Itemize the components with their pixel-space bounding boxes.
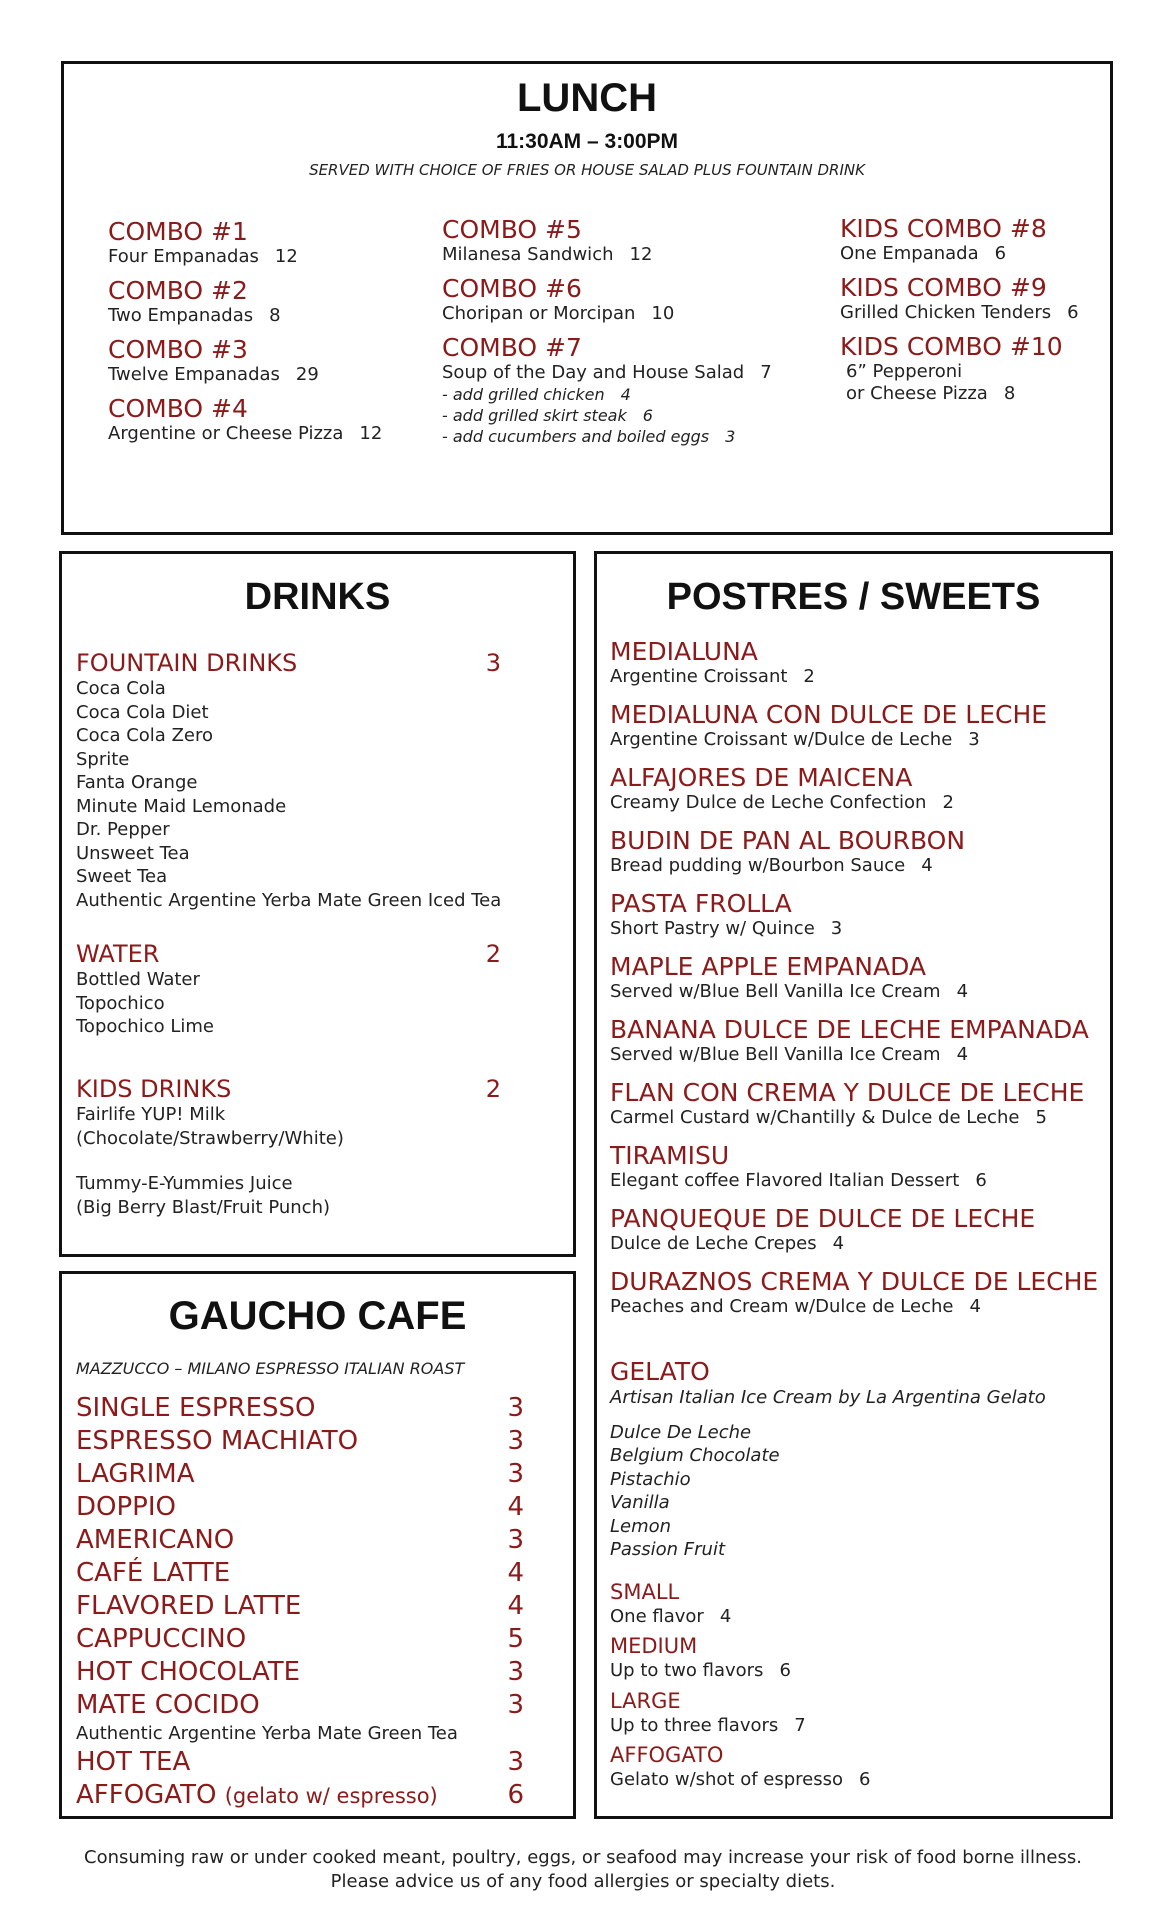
sweets-title: POSTRES / SWEETS <box>666 576 1041 618</box>
cafe-item: HOT TEA 3 <box>76 1747 524 1777</box>
water-label: WATER <box>76 940 160 968</box>
footer-line-1: Consuming raw or under cooked meant, poultry, eggs, or seafood may increase your risk of food borne illness. <box>84 1847 1082 1868</box>
fountain-drinks-label: FOUNTAIN DRINKS <box>76 649 298 677</box>
drink-item: Topochico <box>76 992 165 1014</box>
cafe-subtitle: MAZZUCCO – MILANO ESPRESSO ITALIAN ROAST <box>76 1359 465 1378</box>
combo-name: COMBO #3 <box>108 335 248 364</box>
combo-desc: Choripan or Morcipan <box>442 303 636 324</box>
sweets-list <box>610 637 1098 1330</box>
sweet-item: TIRAMISU Elegant coffee Flavored Italian Dessert 6 <box>610 1141 987 1191</box>
drink-item: Minute Maid Lemonade <box>76 795 287 817</box>
combo-desc: Argentine or Cheese Pizza <box>108 423 344 444</box>
combo-name: KIDS COMBO #9 <box>840 273 1047 302</box>
combo-desc: 6” Pepperoni <box>846 361 963 382</box>
sweet-item: DURAZNOS CREMA Y DULCE DE LECHE Peaches and Cream w/Dulce de Leche 4 <box>610 1267 1099 1317</box>
lunch-hours: 11:30AM – 3:00PM <box>495 130 679 153</box>
combo-name: KIDS COMBO #10 <box>840 332 1063 361</box>
gelato-size: LARGE Up to three flavors 7 <box>610 1688 806 1736</box>
drink-item: Dr. Pepper <box>76 819 170 840</box>
gelato-flavor: Vanilla <box>610 1492 670 1513</box>
drink-item: Sprite <box>76 748 130 770</box>
combo-price: 7 <box>760 362 772 383</box>
gelato-flavors <box>610 1421 1046 1562</box>
drink-item: Sweet Tea <box>76 866 168 887</box>
drink-item: Authentic Argentine Yerba Mate Green Iced Tea <box>76 889 502 911</box>
cafe-item: HOT CHOCOLATE 3 <box>76 1657 524 1687</box>
sweet-item: MEDIALUNA CON DULCE DE LECHE Argentine Croissant w/Dulce de Leche 3 <box>610 700 1048 750</box>
lunch-note: SERVED WITH CHOICE OF FRIES OR HOUSE SALAD PLUS FOUNTAIN DRINK <box>309 161 865 179</box>
sweet-item: BUDIN DE PAN AL BOURBON Bread pudding w/Bourbon Sauce 4 <box>610 826 966 876</box>
drink-item: Fairlife YUP! Milk <box>76 1104 226 1125</box>
sweets-section <box>594 551 1113 1819</box>
cafe-item: CAFÉ LATTE 4 <box>76 1558 524 1588</box>
combo-desc: Milanesa Sandwich <box>442 244 614 265</box>
combo-desc: Twelve Empanadas <box>108 364 280 385</box>
gelato-flavor: Passion Fruit <box>610 1539 726 1560</box>
water-price: 2 <box>485 940 501 968</box>
gelato-subtitle: Artisan Italian Ice Cream by La Argentina Gelato <box>610 1387 1046 1408</box>
gelato-size: MEDIUM Up to two flavors 6 <box>610 1634 791 1681</box>
gelato-size: AFFOGATO Gelato w/shot of espresso 6 <box>610 1743 871 1790</box>
sweet-item: BANANA DULCE DE LECHE EMPANADA Served w/Blue Bell Vanilla Ice Cream 4 <box>610 1015 1089 1065</box>
cafe-item: CAPPUCCINO 5 <box>76 1624 524 1654</box>
combo-name: COMBO #6 <box>442 274 582 303</box>
combo-name: COMBO #7 <box>442 333 582 362</box>
cafe-item: ESPRESSO MACHIATO 3 <box>76 1426 524 1456</box>
combo-price: 6 <box>994 243 1007 264</box>
combo-name: KIDS COMBO #8 <box>840 214 1047 243</box>
addon-desc: - add grilled chicken <box>442 385 605 404</box>
gelato-flavor: Belgium Chocolate <box>610 1445 780 1466</box>
kids-combo-10 <box>840 333 1079 405</box>
drink-item: Bottled Water <box>76 969 200 990</box>
cafe-item: MATE COCIDO 3 <box>76 1690 524 1720</box>
drink-item: Tummy-E-Yummies Juice <box>76 1173 293 1194</box>
cafe-item: AMERICANO 3 <box>76 1525 524 1555</box>
combo-3 <box>108 336 382 386</box>
combo-name: COMBO #5 <box>442 215 582 244</box>
drink-item: Topochico Lime <box>76 1016 214 1037</box>
addon-desc: - add grilled skirt steak <box>442 406 627 425</box>
water-group <box>76 940 501 1039</box>
fountain-drinks-price: 3 <box>485 649 501 677</box>
combo-4 <box>108 395 382 445</box>
gelato-title: GELATO <box>610 1357 710 1386</box>
drinks-section <box>59 551 576 1257</box>
combo-5 <box>442 216 772 266</box>
combo-desc: Grilled Chicken Tenders <box>840 302 1052 323</box>
sweet-item: PASTA FROLLA Short Pastry w/ Quince 3 <box>610 889 843 939</box>
sweet-item: ALFAJORES DE MAICENA Creamy Dulce de Leche Confection 2 <box>610 763 954 813</box>
combo-name: COMBO #1 <box>108 217 248 246</box>
cafe-list <box>76 1392 524 1813</box>
gelato-flavor: Lemon <box>610 1515 672 1537</box>
gelato-flavor: Dulce De Leche <box>610 1421 752 1443</box>
addon-price: 6 <box>642 406 653 425</box>
lunch-section <box>61 61 1113 535</box>
cafe-item: AFFOGATO (gelato w/ espresso) 6 <box>76 1780 524 1810</box>
addon-price: 3 <box>725 427 736 446</box>
drink-item: (Big Berry Blast/Fruit Punch) <box>76 1196 330 1218</box>
drink-item: (Chocolate/Strawberry/White) <box>76 1127 344 1149</box>
drink-item: Coca Cola <box>76 678 166 699</box>
lunch-col-3 <box>840 215 1079 405</box>
combo-price: 10 <box>651 303 675 324</box>
combo-price: 8 <box>269 305 281 326</box>
sweet-item: MEDIALUNA Argentine Croissant 2 <box>610 637 815 687</box>
cafe-title: GAUCHO CAFE <box>168 1294 467 1338</box>
gelato-sizes <box>610 1580 1046 1792</box>
gelato-size: SMALL One flavor 4 <box>610 1579 732 1627</box>
combo-desc: Two Empanadas <box>108 305 254 326</box>
gelato-flavor: Pistachio <box>610 1468 691 1490</box>
combo-desc: Soup of the Day and House Salad <box>442 362 745 383</box>
sweet-item: MAPLE APPLE EMPANADA Served w/Blue Bell Vanilla Ice Cream 4 <box>610 952 969 1002</box>
drink-item: Coca Cola Zero <box>76 725 213 746</box>
mate-cocido-desc: Authentic Argentine Yerba Mate Green Tea <box>76 1723 458 1744</box>
kids-drinks-label: KIDS DRINKS <box>76 1075 232 1103</box>
addon-price: 4 <box>620 385 631 404</box>
addon-desc: - add cucumbers and boiled eggs <box>442 427 710 446</box>
cafe-section <box>59 1271 576 1819</box>
cafe-item: SINGLE ESPRESSO 3 <box>76 1393 524 1423</box>
lunch-col-1 <box>108 218 382 445</box>
combo-price: 12 <box>274 246 298 267</box>
combo-6 <box>442 275 772 325</box>
combo-price: 29 <box>295 364 319 385</box>
drinks-title: DRINKS <box>244 576 391 618</box>
kids-drinks-group <box>76 1075 501 1219</box>
kids-combo-8 <box>840 215 1079 265</box>
drink-item: Fanta Orange <box>76 772 198 793</box>
combo-desc: One Empanada <box>840 243 979 264</box>
combo-price: 6 <box>1067 302 1079 323</box>
cafe-item: DOPPIO 4 <box>76 1492 524 1522</box>
drink-item: Coca Cola Diet <box>76 701 209 723</box>
combo-name: COMBO #2 <box>108 276 248 305</box>
combo-desc: or Cheese Pizza <box>846 383 988 404</box>
lunch-title: LUNCH <box>517 76 657 120</box>
drink-item: Unsweet Tea <box>76 842 190 864</box>
combo-price: 12 <box>359 423 383 444</box>
combo-2 <box>108 277 382 327</box>
kids-drinks-price: 2 <box>485 1075 501 1103</box>
sweet-item: FLAN CON CREMA Y DULCE DE LECHE Carmel Custard w/Chantilly & Dulce de Leche 5 <box>610 1078 1085 1128</box>
combo-price: 12 <box>629 244 653 265</box>
cafe-item: LAGRIMA 3 <box>76 1459 524 1489</box>
combo-desc: Four Empanadas <box>108 246 259 267</box>
footer-disclaimer <box>0 1846 1166 1894</box>
cafe-item: FLAVORED LATTE 4 <box>76 1591 524 1621</box>
combo-7 <box>442 334 772 447</box>
fountain-drinks-group <box>76 649 501 912</box>
kids-combo-9 <box>840 274 1079 324</box>
combo-price: 8 <box>1003 383 1016 404</box>
combo-name: COMBO #4 <box>108 394 248 423</box>
footer-line-2: Please advice us of any food allergies or specialty diets. <box>330 1871 836 1892</box>
combo-1 <box>108 218 382 268</box>
lunch-col-2 <box>442 216 772 447</box>
gelato-group <box>610 1357 1046 1792</box>
sweet-item: PANQUEQUE DE DULCE DE LECHE Dulce de Leche Crepes 4 <box>610 1204 1036 1254</box>
